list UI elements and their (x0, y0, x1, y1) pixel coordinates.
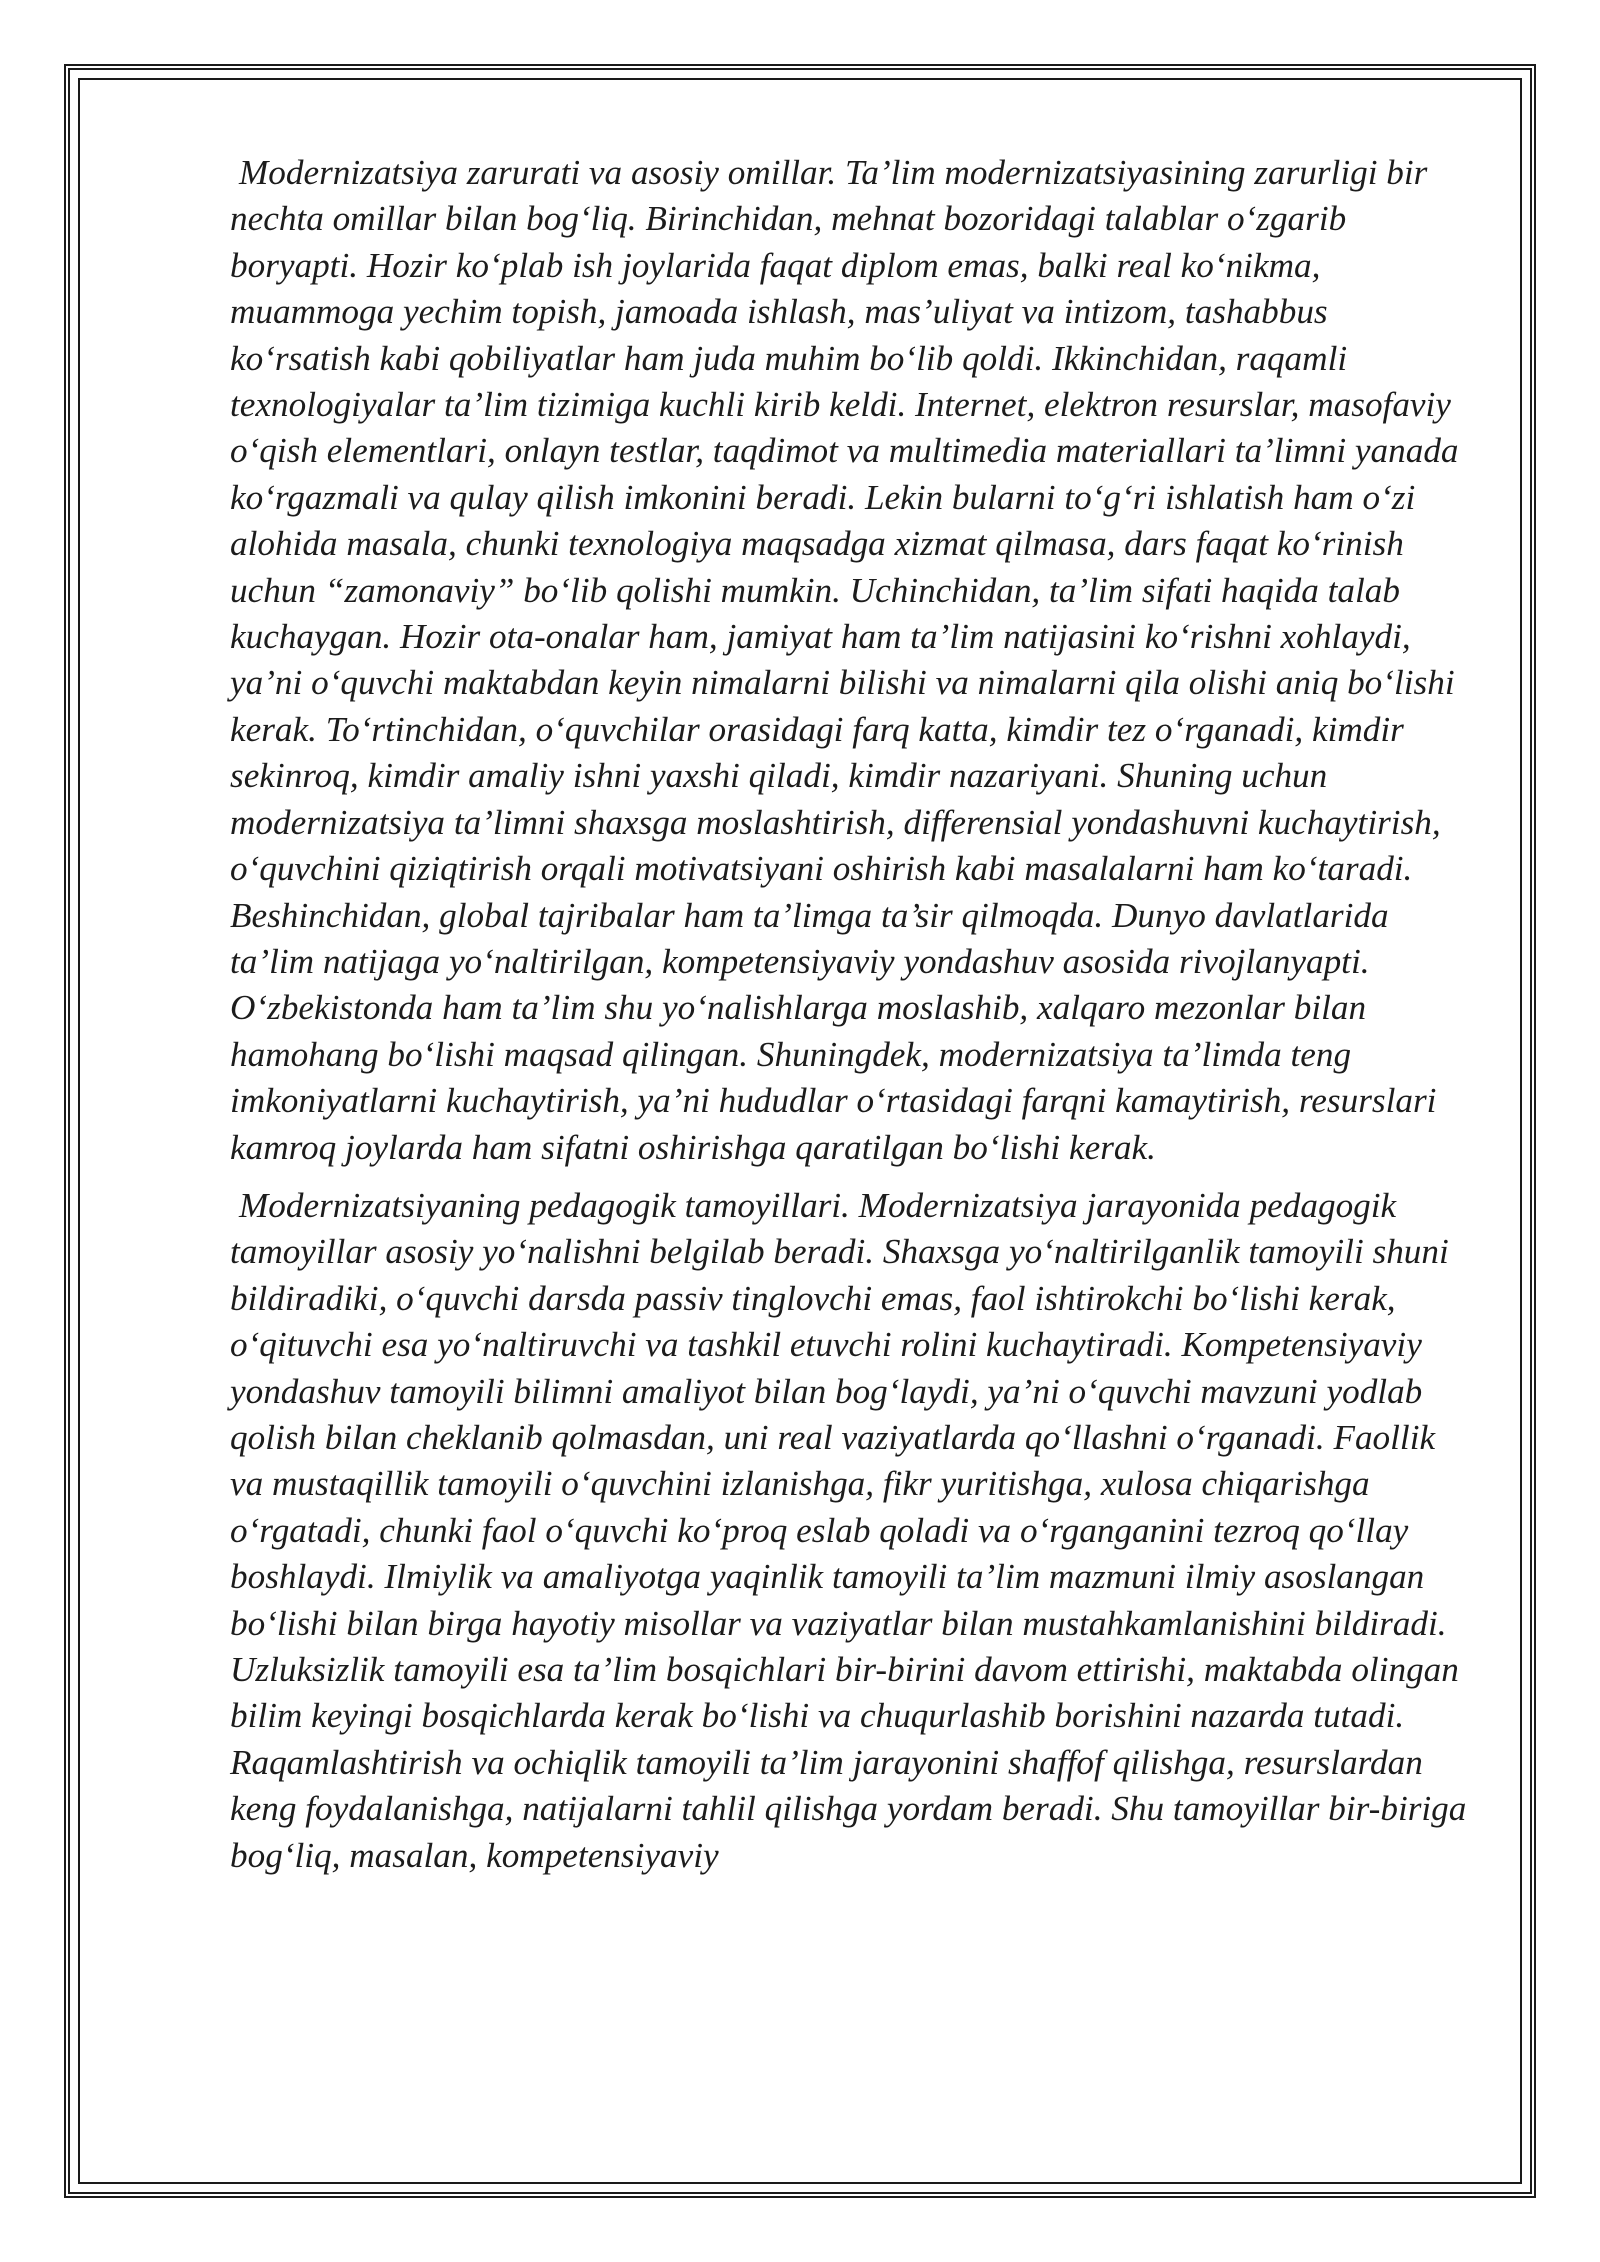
paragraph-modernization-factors: Modernizatsiya zarurati va asosiy omillar. Ta’lim modernizatsiyasining zarurligi bir nechta omillar bilan bog‘liq. Birinchidan, mehnat bozoridagi talablar o‘zgarib boryapti. Hozir ko‘plab ish joylarida faqat diplom emas, balki real ko‘nikma, muammoga yechim topish, jamoada ishlash, mas’uliyat va intizom, tashabbus ko‘rsatish kabi qobiliyatlar ham juda muhim bo‘lib qoldi. Ikkinchidan, raqamli texnologiyalar ta’lim tizimiga kuchli kirib keldi. Internet, elektron resurslar, masofaviy o‘qish elementlari, onlayn testlar, taqdimot va multimedia materiallari ta’limni yanada ko‘rgazmali va qulay qilish imkonini beradi. Lekin bularni to‘g‘ri ishlatish ham o‘zi alohida masala, chunki texnologiya maqsadga xizmat qilmasa, dars faqat ko‘rinish uchun “zamonaviy” bo‘lib qolishi mumkin. Uchinchidan, ta’lim sifati haqida talab kuchaygan. Hozir ota-onalar ham, jamiyat ham ta’lim natijasini ko‘rishni xohlaydi, ya’ni o‘quvchi maktabdan keyin nimalarni bilishi va nimalarni qila olishi aniq bo‘lishi kerak. To‘rtinchidan, o‘quvchilar orasidagi farq katta, kimdir tez o‘rganadi, kimdir sekinroq, kimdir amaliy ishni yaxshi qiladi, kimdir nazariyani. Shuning uchun modernizatsiya ta’limni shaxsga moslashtirish, differensial yondashuvni kuchaytirish, o‘quvchini qiziqtirish orqali motivatsiyani oshirish kabi masalalarni ham ko‘taradi. Beshinchidan, global tajribalar ham ta’limga ta’sir qilmoqda. Dunyo davlatlarida ta’lim natijaga yo‘naltirilgan, kompetensiyaviy yondashuv asosida rivojlanyapti. O‘zbekistonda ham ta’lim shu yo‘nalishlarga moslashib, xalqaro mezonlar bilan hamohang bo‘lishi maqsad qilingan. Shuningdek, modernizatsiya ta’limda teng imkoniyatlarni kuchaytirish, ya’ni hududlar o‘rtasidagi farqni kamaytirish, resurslari kamroq joylarda ham sifatni oshirishga qaratilgan bo‘lishi kerak. (230, 153, 1459, 1167)
paragraph-pedagogical-principles: Modernizatsiyaning pedagogik tamoyillari. Modernizatsiya jarayonida pedagogik tamoyillar asosiy yo‘nalishni belgilab beradi. Shaxsga yo‘naltirilganlik tamoyili shuni bildiradiki, o‘quvchi darsda passiv tinglovchi emas, faol ishtirokchi bo‘lishi kerak, o‘qituvchi esa yo‘naltiruvchi va tashkil etuvchi rolini kuchaytiradi. Kompetensiyaviy yondashuv tamoyili bilimni amaliyot bilan bog‘laydi, ya’ni o‘quvchi mavzuni yodlab qolish bilan cheklanib qolmasdan, uni real vaziyatlarda qo‘llashni o‘rganadi. Faollik va mustaqillik tamoyili o‘quvchini izlanishga, fikr yuritishga, xulosa chiqarishga o‘rgatadi, chunki faol o‘quvchi ko‘proq eslab qoladi va o‘rganganini tezroq qo‘llay boshlaydi. Ilmiylik va amaliyotga yaqinlik tamoyili ta’lim mazmuni ilmiy asoslangan bo‘lishi bilan birga hayotiy misollar va vaziyatlar bilan mustahkamlanishini bildiradi. Uzluksizlik tamoyili esa ta’lim bosqichlari bir-birini davom ettirishi, maktabda olingan bilim keyingi bosqichlarda kerak bo‘lishi va chuqurlashib borishini nazarda tutadi. Raqamlashtirish va ochiqlik tamoyili ta’lim jarayonini shaffof qilishga, resurslardan keng foydalanishga, natijalarni tahlil qilishga yordam beradi. Shu tamoyillar bir-biriga bog‘liq, masalan, kompetensiyaviy (230, 1185, 1467, 1875)
document-body (230, 150, 1470, 1891)
